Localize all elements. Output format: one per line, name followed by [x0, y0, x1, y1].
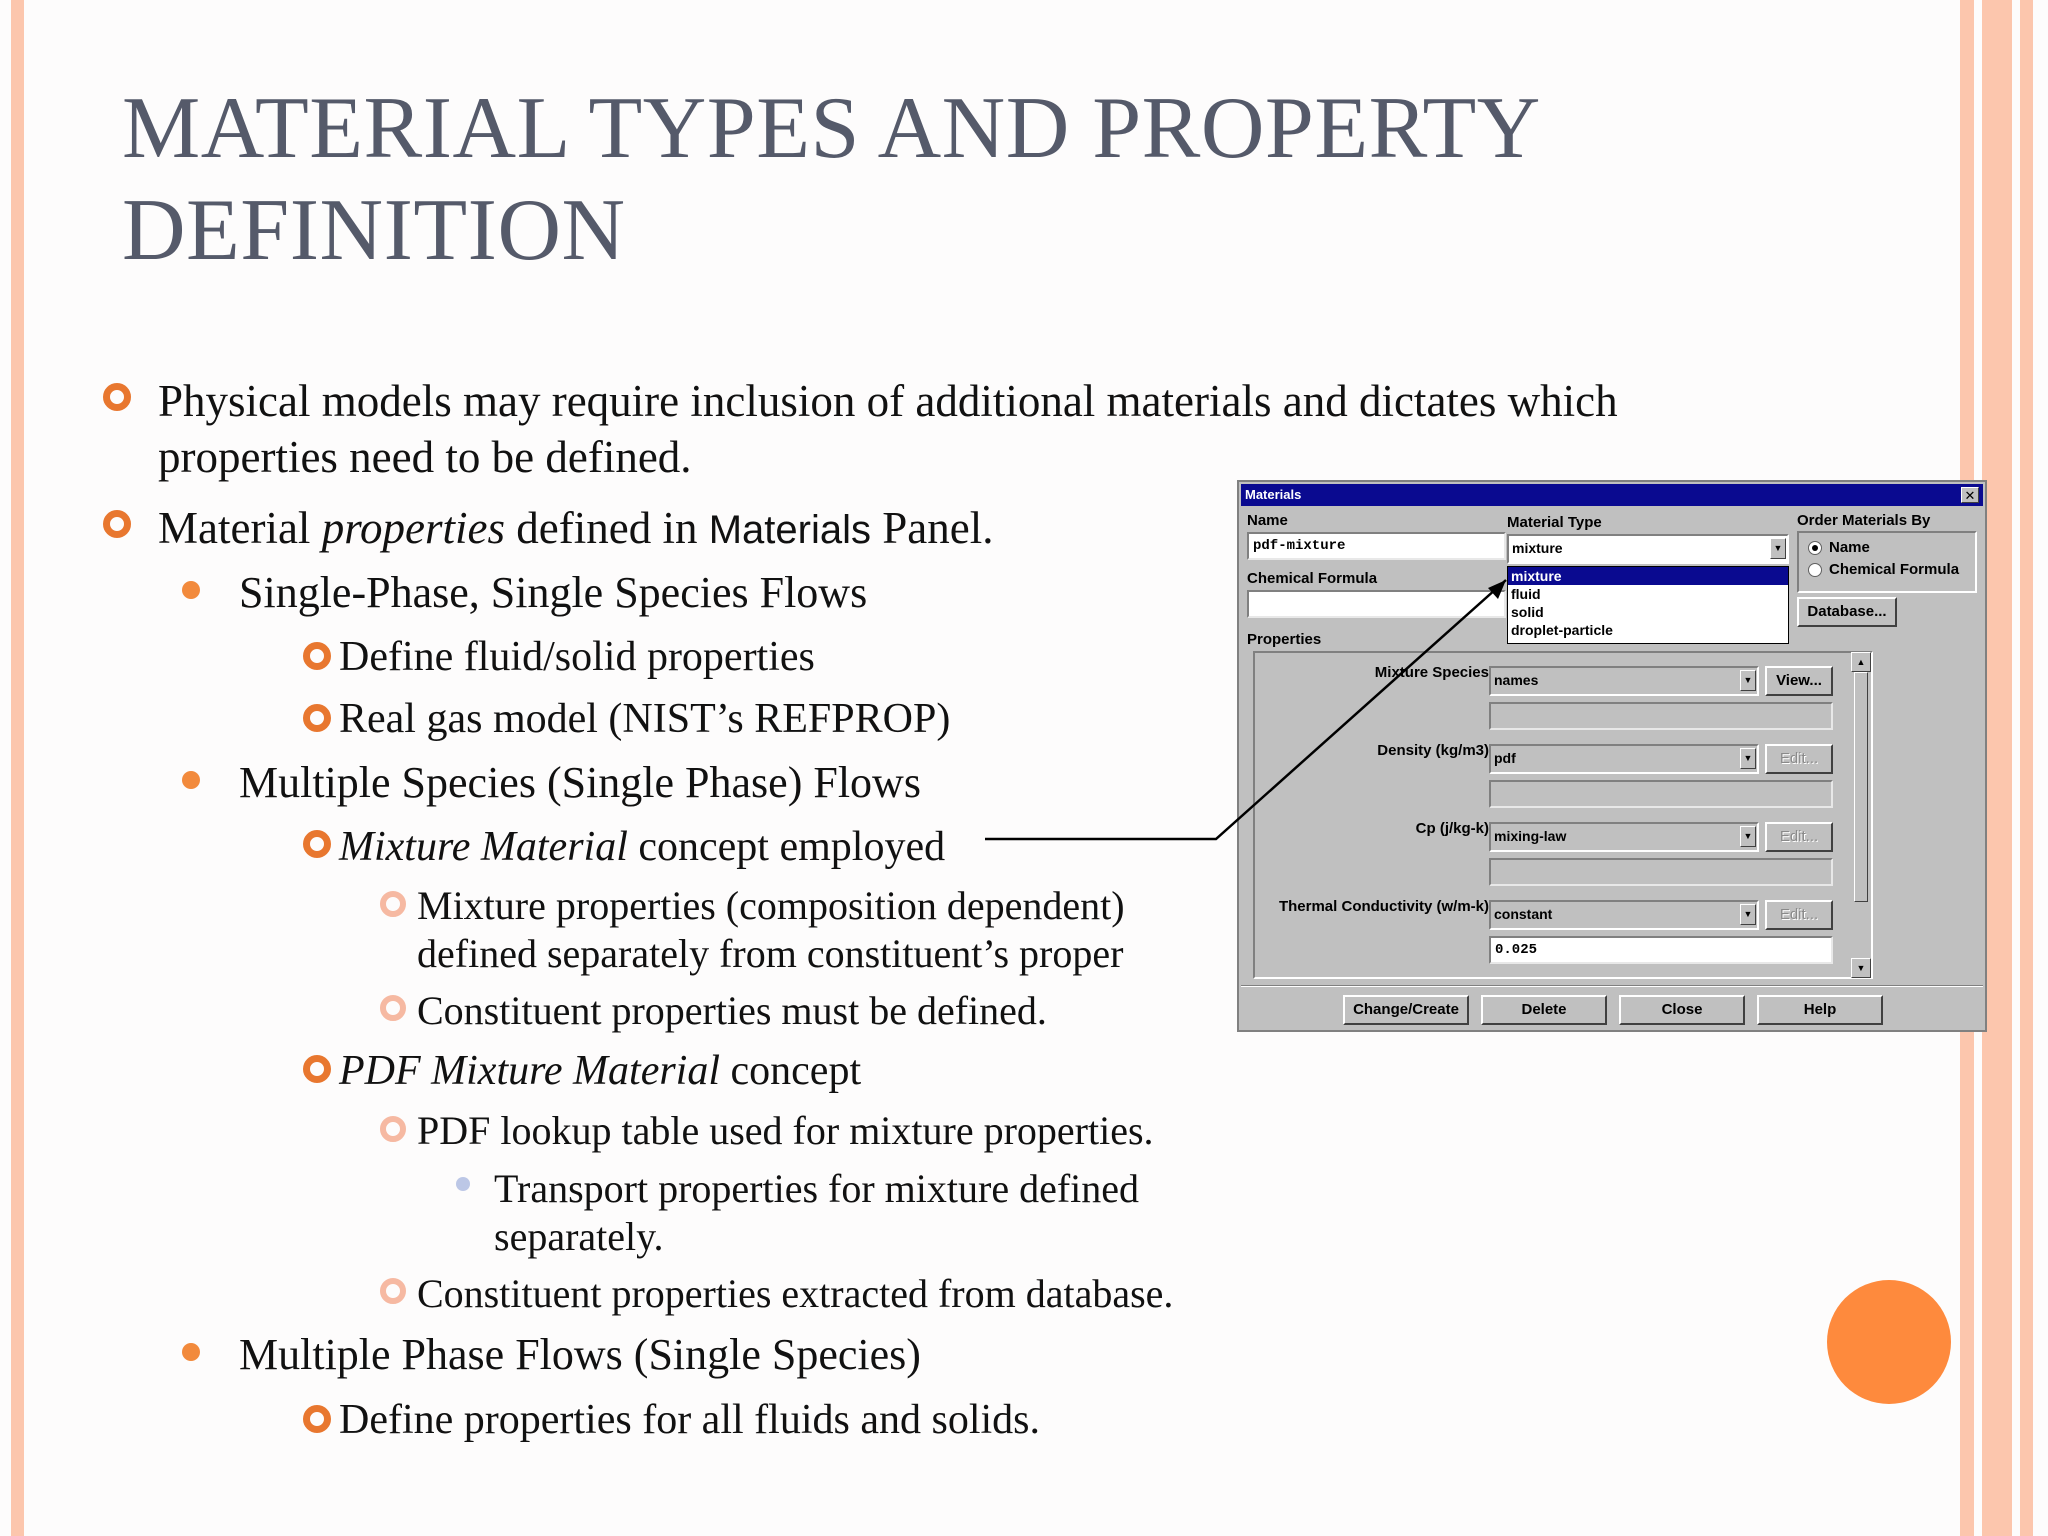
constituent-from-database: Constituent properties extracted from database.	[417, 1271, 1174, 1316]
bullet-ring-icon	[303, 830, 331, 858]
order-by-formula-radio[interactable]	[1808, 563, 1822, 577]
real-gas-model: Real gas model (NIST’s REFPROP)	[339, 696, 951, 742]
order-by-formula-label: Chemical Formula	[1829, 561, 1960, 578]
pdf-mixture-rest: concept	[720, 1048, 862, 1094]
database-button[interactable]: Database...	[1797, 597, 1897, 627]
thermal-conductivity-label: Thermal Conductivity (w/m-k)	[1278, 898, 1489, 915]
chemical-formula-input[interactable]	[1247, 590, 1506, 618]
cp-edit-button: Edit...	[1765, 822, 1833, 852]
bullet-ring-icon	[303, 642, 331, 670]
chevron-down-icon[interactable]: ▼	[1770, 538, 1786, 559]
bullet-1-line-1: Physical models may require inclusion of additional materials and dictates which	[158, 376, 1618, 426]
constituent-properties-defined: Constituent properties must be defined.	[417, 988, 1047, 1033]
bullet-dot-icon	[182, 1343, 200, 1361]
mixture-material-item	[339, 822, 945, 872]
material-type-label: Material Type	[1507, 514, 1602, 531]
bullet-dot-icon	[182, 581, 200, 599]
title-line-1: MATERIAL TYPES AND PROPERTY	[122, 80, 1541, 177]
dialog-titlebar	[1241, 484, 1983, 506]
cp-extra-field	[1489, 858, 1833, 886]
right-frame-stripe-3	[2020, 0, 2033, 1536]
density-edit-button: Edit...	[1765, 744, 1833, 774]
bullet-ring-icon	[303, 1405, 331, 1433]
dropdown-option[interactable]: fluid	[1511, 586, 1541, 602]
thermal-conductivity-input[interactable]: 0.025	[1489, 936, 1833, 964]
dropdown-option[interactable]: solid	[1511, 604, 1544, 620]
bullet-ring-icon	[380, 1116, 406, 1142]
dropdown-option[interactable]: mixture	[1508, 567, 1788, 585]
scrollbar-thumb[interactable]	[1854, 672, 1868, 902]
bullet-ring-icon	[380, 1278, 406, 1304]
transport-properties-line-1: Transport properties for mixture defined	[494, 1166, 1140, 1211]
close-icon[interactable]: ✕	[1961, 487, 1979, 503]
mixture-properties-line-1: Mixture properties (composition dependent)	[417, 883, 1125, 928]
dropdown-option[interactable]: droplet-particle	[1511, 622, 1613, 638]
bullet-ring-icon	[380, 891, 406, 917]
density-extra-field	[1489, 780, 1833, 808]
scroll-down-icon[interactable]: ▼	[1851, 958, 1871, 978]
close-button[interactable]: Close	[1619, 995, 1745, 1025]
bullet-2-panel-name: Materials	[708, 508, 871, 552]
chevron-down-icon[interactable]: ▼	[1740, 904, 1756, 925]
material-type-dropdown	[1507, 566, 1789, 644]
pdf-mixture-item	[339, 1046, 861, 1096]
multiple-phase-heading: Multiple Phase Flows (Single Species)	[239, 1330, 921, 1379]
dialog-separator	[1241, 985, 1983, 987]
chevron-down-icon[interactable]: ▼	[1740, 826, 1756, 847]
cp-select[interactable]	[1489, 822, 1759, 852]
chevron-down-icon[interactable]: ▼	[1740, 748, 1756, 769]
bullet-2-text-a: Material	[158, 503, 322, 553]
materials-dialog	[1237, 480, 1987, 1032]
title-line-2: DEFINITION	[122, 182, 626, 279]
name-label: Name	[1247, 512, 1288, 529]
properties-label: Properties	[1247, 631, 1322, 648]
density-select[interactable]	[1489, 744, 1759, 774]
define-fluid-solid: Define fluid/solid properties	[339, 634, 815, 680]
mixture-species-extra-field	[1489, 702, 1833, 730]
thermal-conductivity-edit-button: Edit...	[1765, 900, 1833, 930]
scroll-up-icon[interactable]: ▲	[1851, 652, 1871, 672]
bullet-2-emphasis: properties	[321, 503, 506, 553]
material-type-select[interactable]	[1507, 534, 1789, 564]
bullet-ring-icon	[303, 1055, 331, 1083]
bullet-1-line-2: properties need to be defined.	[158, 432, 692, 482]
properties-scrollbar[interactable]	[1851, 652, 1871, 978]
mixture-material-rest: concept employed	[627, 824, 946, 870]
mixture-species-label: Mixture Species	[1374, 664, 1489, 681]
left-frame-stripe	[11, 0, 24, 1536]
transport-properties-line-2: separately.	[494, 1214, 664, 1259]
define-all-properties: Define properties for all fluids and solids.	[339, 1397, 1040, 1443]
decorative-orange-circle	[1827, 1280, 1951, 1404]
bullet-ring-icon	[380, 995, 406, 1021]
thermal-conductivity-select[interactable]	[1489, 900, 1759, 930]
density-value: pdf	[1494, 750, 1516, 766]
help-button[interactable]: Help	[1757, 995, 1883, 1025]
pdf-mixture-emphasis: PDF Mixture Material	[339, 1048, 721, 1094]
slide-title	[122, 78, 1541, 282]
order-materials-label: Order Materials By	[1797, 512, 1931, 529]
order-by-name-label: Name	[1829, 539, 1870, 556]
material-type-value: mixture	[1512, 540, 1563, 556]
bullet-ring-icon	[103, 510, 131, 538]
view-button[interactable]: View...	[1765, 666, 1833, 696]
bullet-dot-icon	[456, 1177, 470, 1191]
bullet-2	[158, 503, 993, 555]
bullet-ring-icon	[103, 383, 131, 411]
bullet-ring-icon	[303, 704, 331, 732]
chevron-down-icon[interactable]: ▼	[1740, 670, 1756, 691]
bullet-dot-icon	[182, 771, 200, 789]
dialog-title: Materials	[1245, 487, 1302, 502]
mixture-properties-line-2: defined separately from constituent’s proper	[417, 931, 1124, 976]
change-create-button[interactable]: Change/Create	[1343, 995, 1469, 1025]
mixture-material-emphasis: Mixture Material	[339, 824, 628, 870]
thermal-conductivity-value: constant	[1494, 906, 1553, 922]
bullet-2-text-b: defined in	[505, 503, 709, 553]
pdf-lookup-table: PDF lookup table used for mixture properties.	[417, 1108, 1154, 1153]
bullet-2-text-c: Panel.	[870, 503, 994, 553]
name-input[interactable]: pdf-mixture	[1247, 532, 1506, 560]
order-by-name-radio[interactable]	[1808, 541, 1822, 555]
cp-value: mixing-law	[1494, 828, 1567, 844]
density-label: Density (kg/m3)	[1377, 742, 1489, 759]
cp-label: Cp (j/kg-k)	[1415, 820, 1489, 837]
mixture-species-value: names	[1494, 672, 1539, 688]
chemical-formula-label: Chemical Formula	[1247, 570, 1378, 587]
multiple-species-heading: Multiple Species (Single Phase) Flows	[239, 758, 921, 807]
single-phase-heading: Single-Phase, Single Species Flows	[239, 568, 868, 617]
mixture-species-select[interactable]	[1489, 666, 1759, 696]
delete-button[interactable]: Delete	[1481, 995, 1607, 1025]
